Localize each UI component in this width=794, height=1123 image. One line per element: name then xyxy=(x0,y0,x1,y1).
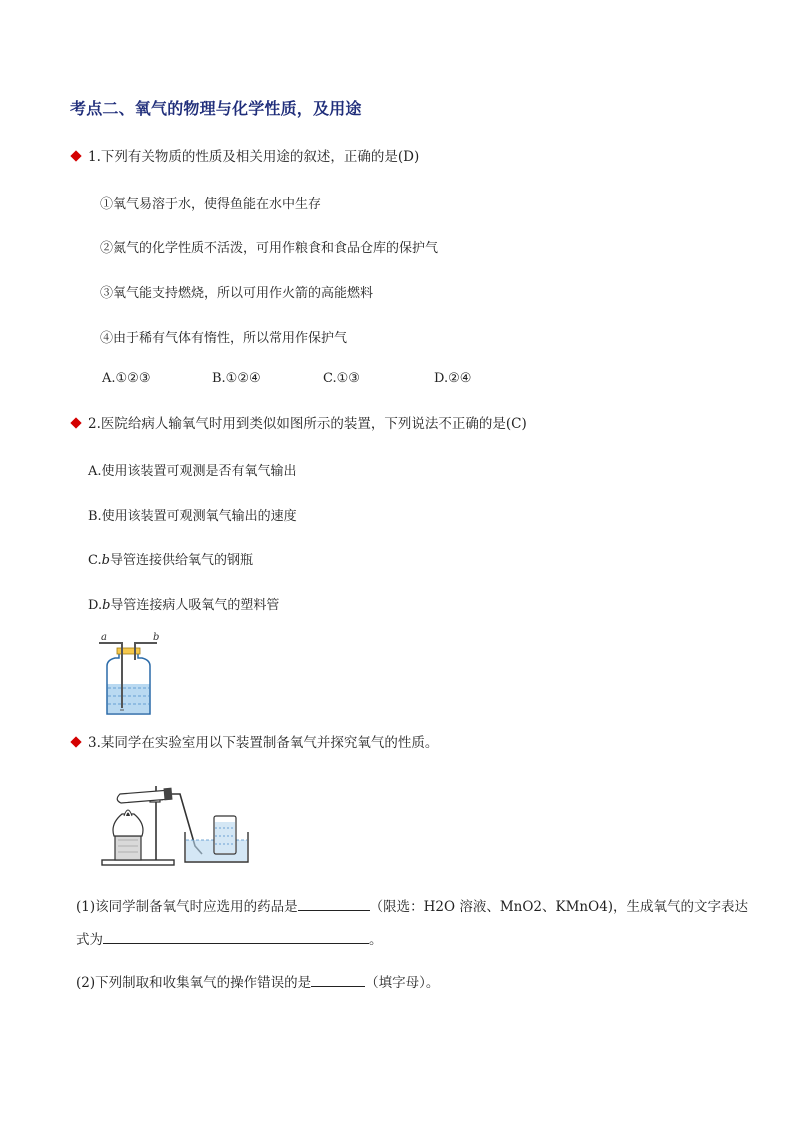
bullet-diamond-icon xyxy=(70,417,81,428)
q1-statement-2: ②氮气的化学性质不活泼，可用作粮食和食品仓库的保护气 xyxy=(100,241,439,256)
q1-statement-1: ①氧气易溶于水，使得鱼能在水中生存 xyxy=(100,197,322,212)
q2-option-d-letter: b xyxy=(102,598,111,613)
q2-option-c-text: 导管连接供给氧气的钢瓶 xyxy=(109,553,253,568)
answer-blank-2[interactable] xyxy=(103,929,369,944)
question-2-text: 2.医院给病人输氧气时用到类似如图所示的装置，下列说法不正确的是(C) xyxy=(88,416,527,432)
q3-sub2-text-b: （填字母）。 xyxy=(365,975,440,991)
answer-blank-1[interactable] xyxy=(298,896,370,911)
q2-option-d-text: 导管连接病人吸氧气的塑料管 xyxy=(110,598,280,613)
q2-option-d xyxy=(88,594,279,613)
test-tube xyxy=(117,790,171,803)
question-3-text: 3.某同学在实验室用以下装置制备氧气并探究氧气的性质。 xyxy=(88,735,439,751)
q1-choice-a: A.①②③ xyxy=(102,371,151,386)
q2-option-a: A.使用该装置可观测是否有氧气输出 xyxy=(88,464,297,479)
q3-sub1-text-b: （限选：H2O 溶液、MnO2、KMnO4)，生成氧气的文字表达 xyxy=(369,899,749,915)
q2-option-d-prefix: D. xyxy=(88,598,103,613)
oxygen-preparation-apparatus-figure xyxy=(100,776,250,868)
q3-sub1-line1 xyxy=(76,896,748,916)
q1-choice-b: B.①②④ xyxy=(212,371,261,386)
question-2-stem xyxy=(72,415,527,433)
question-1-stem xyxy=(72,148,419,166)
q1-choice-d: D.②④ xyxy=(434,371,472,386)
answer-blank-3[interactable] xyxy=(311,972,365,987)
alcohol-lamp xyxy=(113,814,143,836)
bottle-stopper xyxy=(117,648,140,654)
q3-sub1-text-c: 式为 xyxy=(76,932,103,948)
section-title: 考点二、氧气的物理与化学性质，及用途 xyxy=(70,99,362,118)
question-3-stem xyxy=(72,734,438,752)
q2-option-b: B.使用该装置可观测氧气输出的速度 xyxy=(88,509,297,524)
q1-choices xyxy=(0,371,794,391)
q3-sub1-text-d: 。 xyxy=(369,932,383,948)
q3-sub1-text-a: (1)该同学制备氧气时应选用的药品是 xyxy=(76,899,298,915)
q1-choice-c: C.①③ xyxy=(323,371,360,386)
gas-washing-bottle-figure xyxy=(95,628,165,718)
bullet-diamond-icon xyxy=(70,150,81,161)
q2-option-c-letter: b xyxy=(101,553,110,568)
stand-base xyxy=(102,860,174,865)
tube-label-a: a xyxy=(101,632,107,643)
question-1-text: 1.下列有关物质的性质及相关用途的叙述，正确的是(D) xyxy=(88,149,420,165)
q2-option-c xyxy=(88,549,253,568)
tube-label-b: b xyxy=(153,632,160,643)
lamp-block xyxy=(115,836,141,860)
q3-sub2-text-a: (2)下列制取和收集氧气的操作错误的是 xyxy=(76,975,312,991)
bullet-diamond-icon xyxy=(70,736,81,747)
q1-statement-3: ③氧气能支持燃烧，所以可用作火箭的高能燃料 xyxy=(100,286,374,301)
q2-option-c-prefix: C. xyxy=(88,553,102,568)
q3-sub1-line2 xyxy=(76,929,383,949)
q3-sub2 xyxy=(76,972,439,992)
q1-statement-4: ④由于稀有气体有惰性，所以常用作保护气 xyxy=(100,331,348,346)
